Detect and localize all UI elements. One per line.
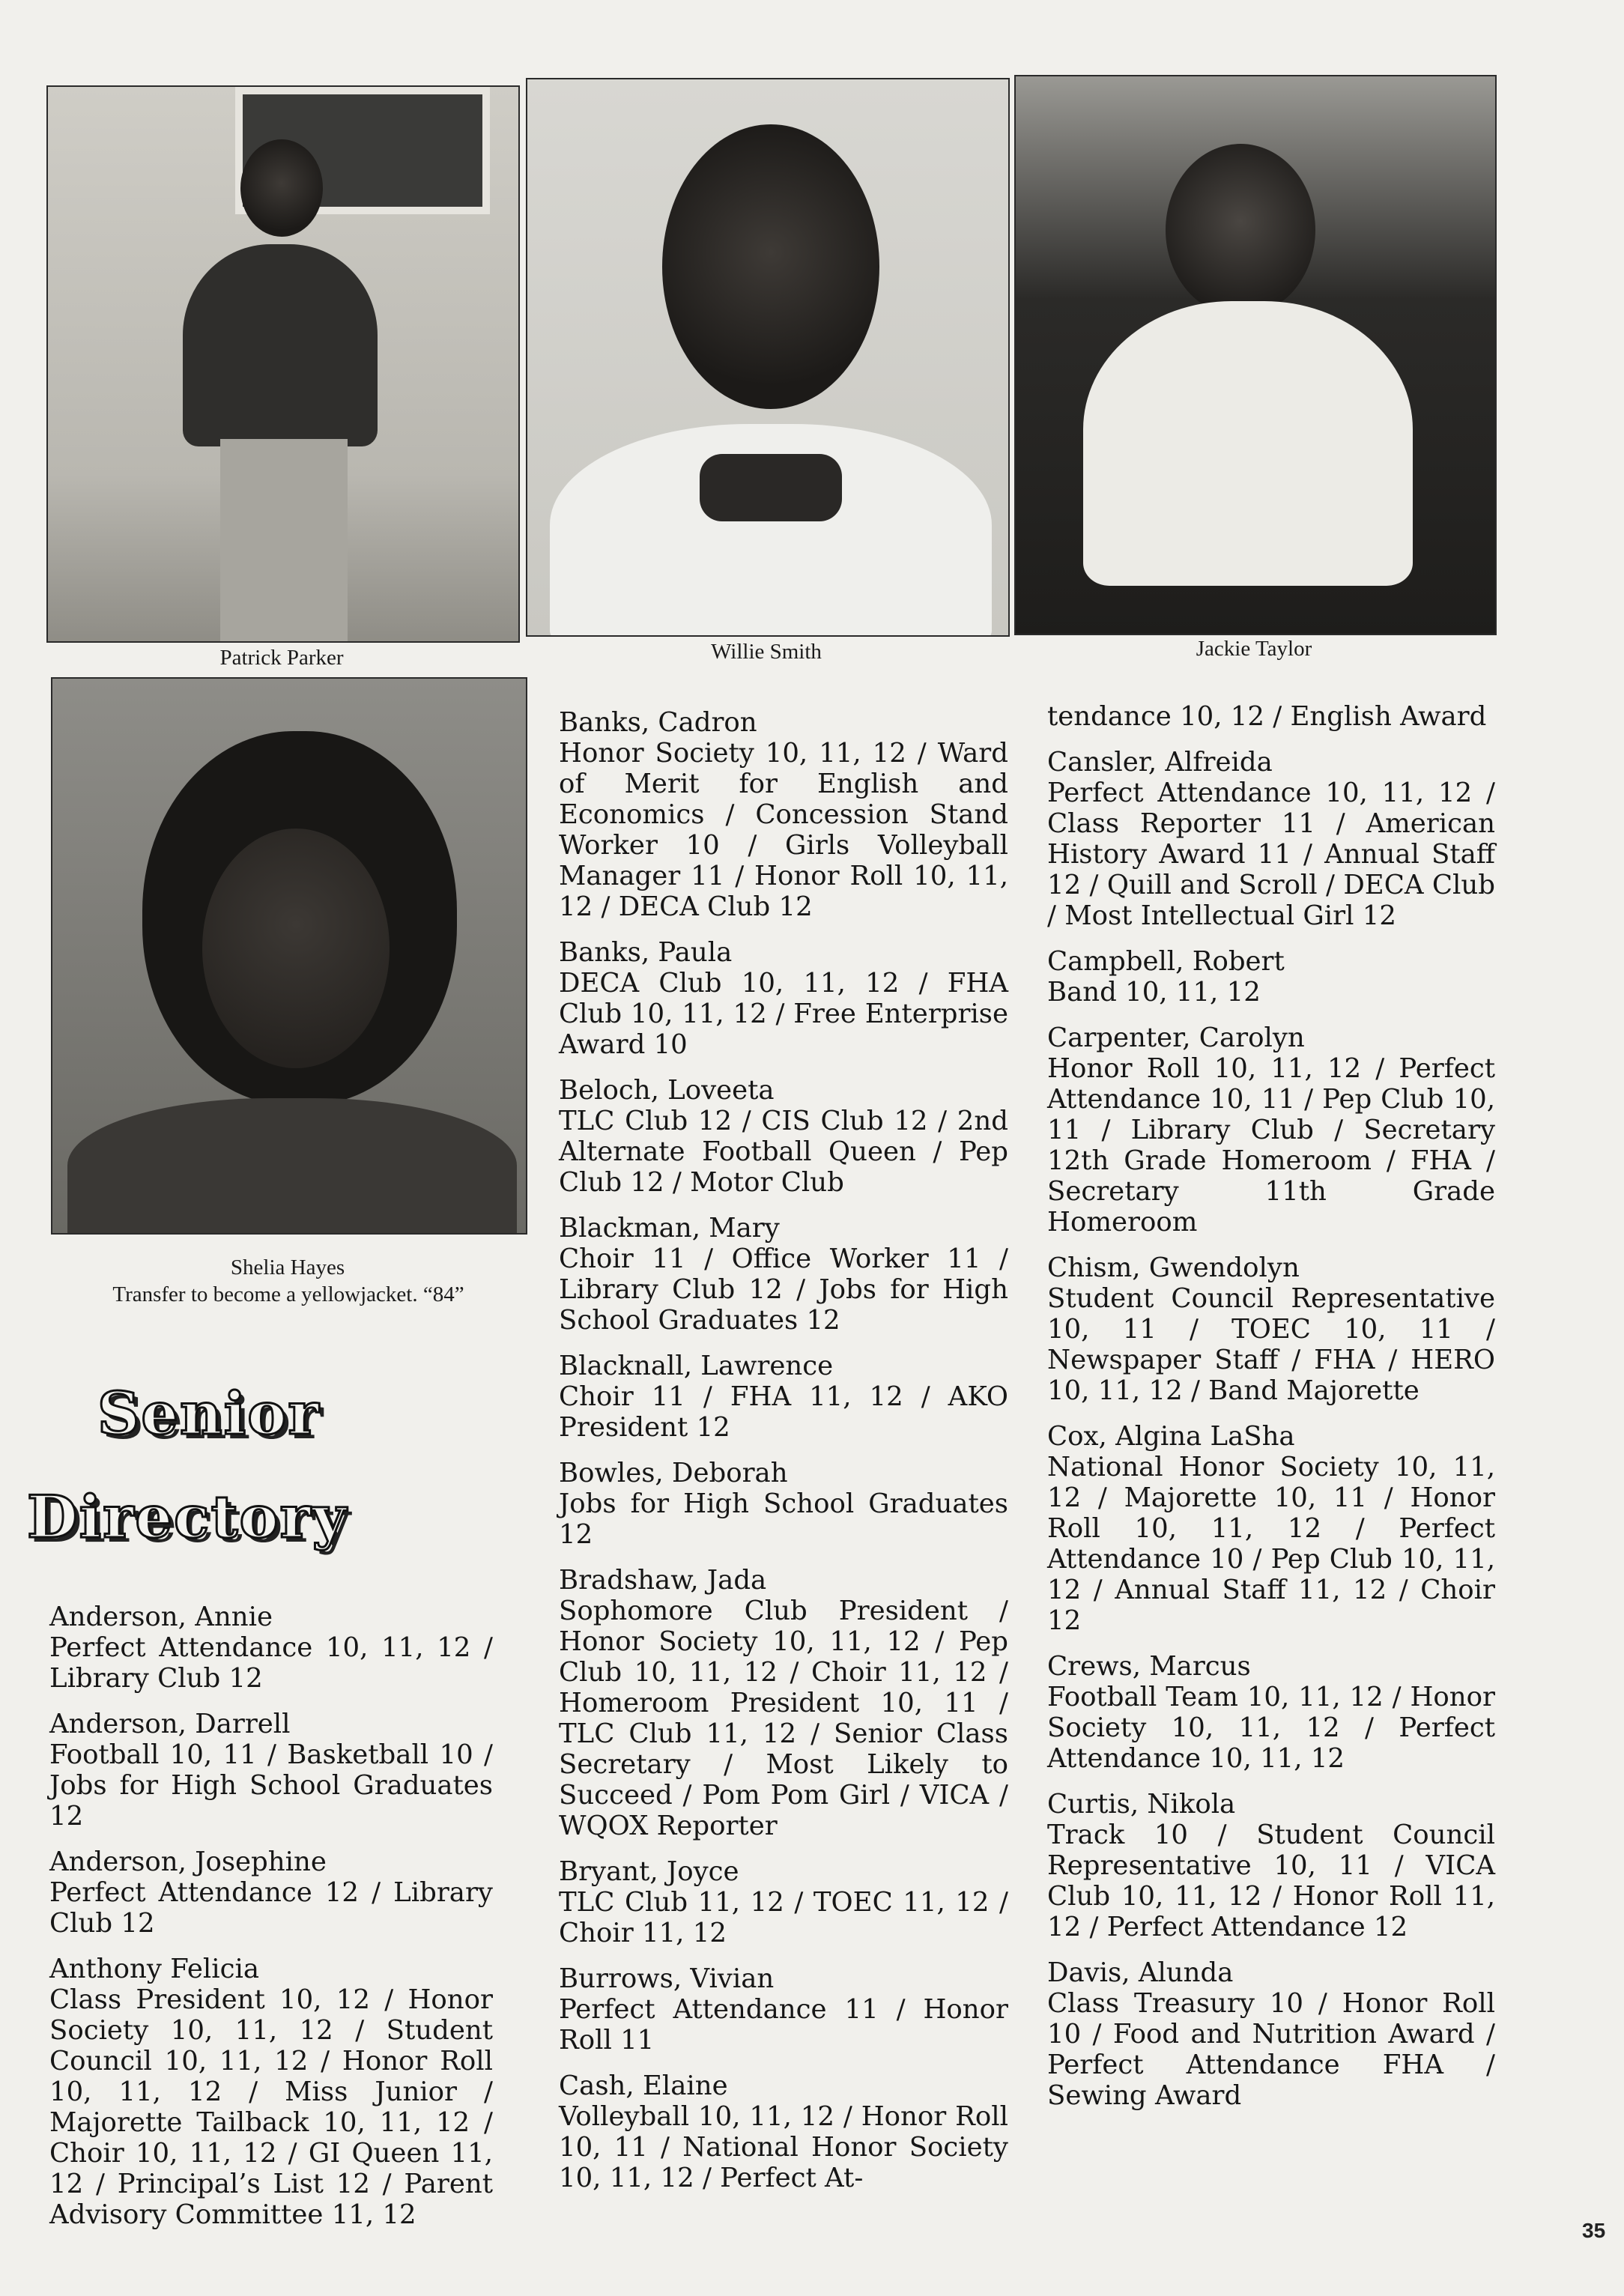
directory-entry (49, 1709, 493, 1832)
page-number: 35 (1582, 2219, 1606, 2242)
photo-willie-smith (526, 78, 1010, 637)
student-activities: Student Council Representative 10, 11 / TOEC 10, 11 / Newspaper Staff / FHA / HERO 10, 11, 12 / Band Majorette (1047, 1283, 1495, 1406)
student-name: Cansler, Alfreida (1047, 747, 1273, 778)
student-activities: Perfect Attendance 10, 11, 12 / Library Club 12 (49, 1632, 493, 1694)
photo-caption: Patrick Parker (219, 646, 344, 670)
student-name: Banks, Paula (559, 937, 733, 968)
student-activities: Perfect Attendance 10, 11, 12 / Class Reporter 11 / American History Award 11 / Annual Staff 12 / Quill and Scroll / DECA Club / Most Intellectual Girl 12 (1047, 778, 1495, 931)
directory-entry (1047, 1421, 1495, 1636)
directory-entry (559, 1075, 1008, 1198)
directory-entry (559, 1458, 1008, 1550)
student-name: Burrows, Vivian (559, 1963, 775, 1994)
directory-entry (1047, 747, 1495, 931)
directory-entry (49, 1847, 493, 1939)
student-activities: Perfect Attendance 11 / Honor Roll 11 (559, 1994, 1008, 2056)
student-activities: DECA Club 10, 11, 12 / FHA Club 10, 11, 12 / Free Enterprise Award 10 (559, 968, 1008, 1060)
page-heading-line1: Senior (97, 1380, 321, 1448)
student-name: Curtis, Nikola (1047, 1789, 1236, 1820)
directory-entry (49, 1602, 493, 1694)
student-activities: Choir 11 / FHA 11, 12 / AKO President 12 (559, 1381, 1008, 1443)
photo-caption: Shelia Hayes (230, 1255, 345, 1279)
directory-entry (559, 1213, 1008, 1336)
student-activities: tendance 10, 12 / English Award (1047, 701, 1487, 732)
photo-note: Transfer to become a yellowjacket. “84” (112, 1282, 464, 1306)
student-name: Blacknall, Lawrence (559, 1351, 834, 1381)
student-activities: Track 10 / Student Council Representative 10, 11 / VICA Club 10, 11, 12 / Honor Roll 11, 12 / Perfect Attendance 12 (1047, 1820, 1495, 1942)
student-activities: Football 10, 11 / Basketball 10 / Jobs for High School Graduates 12 (49, 1739, 493, 1832)
directory-column-1 (49, 1602, 493, 2245)
student-name: Chism, Gwendolyn (1047, 1252, 1300, 1283)
student-name: Anderson, Josephine (49, 1847, 327, 1877)
student-activities: Sophomore Club President / Honor Society 10, 11, 12 / Pep Club 10, 11, 12 / Choir 11, 12 / Homeroom President 10, 11 / TLC Club 11, 12 / Senior Class Secretary / Most Likely to Succeed / Pom Pom Girl / VICA / WQOX Reporter (559, 1596, 1008, 1841)
student-activities: TLC Club 11, 12 / TOEC 11, 12 / Choir 11, 12 (559, 1887, 1008, 1948)
photo-patrick-parker (46, 85, 520, 643)
directory-entry (559, 1963, 1008, 2056)
student-name: Cox, Algina LaSha (1047, 1421, 1295, 1452)
student-name: Crews, Marcus (1047, 1651, 1251, 1682)
student-name: Carpenter, Carolyn (1047, 1023, 1305, 1053)
student-activities: Band 10, 11, 12 (1047, 977, 1261, 1008)
directory-entry (559, 1565, 1008, 1841)
student-activities: Honor Society 10, 11, 12 / Ward of Merit for English and Economics / Concession Stand Worker 10 / Girls Volleyball Manager 11 / Honor Roll 10, 11, 12 / DECA Club 12 (559, 738, 1008, 922)
student-name: Beloch, Loveeta (559, 1075, 775, 1106)
directory-entry (1047, 1651, 1495, 1774)
directory-entry (1047, 1252, 1495, 1406)
student-activities: Class Treasury 10 / Honor Roll 10 / Food and Nutrition Award / Perfect Attendance FHA / Sewing Award (1047, 1988, 1495, 2111)
student-activities: Honor Roll 10, 11, 12 / Perfect Attendance 10, 11 / Pep Club 10, 11 / Library Club / Secretary 12th Grade Homeroom / FHA / Secretary 11th Grade Homeroom (1047, 1053, 1495, 1238)
student-name: Davis, Alunda (1047, 1957, 1234, 1988)
directory-column-3 (1047, 701, 1495, 2126)
student-activities: Class President 10, 12 / Honor Society 10, 11, 12 / Student Council 10, 11, 12 / Honor Roll 10, 11, 12 / Miss Junior / Majorette Tailback 10, 11, 12 / Choir 10, 11, 12 / GI Queen 11, 12 / Principal’s List 12 / Parent Advisory Committee 11, 12 (49, 1984, 493, 2230)
student-name: Anderson, Darrell (49, 1709, 291, 1739)
directory-entry (1047, 701, 1495, 732)
directory-entry (559, 937, 1008, 1060)
directory-column-2 (559, 707, 1008, 2208)
student-name: Bowles, Deborah (559, 1458, 788, 1488)
photo-caption: Jackie Taylor (1196, 637, 1312, 661)
directory-entry (559, 2071, 1008, 2193)
student-name: Bradshaw, Jada (559, 1565, 767, 1596)
student-activities: Volleyball 10, 11, 12 / Honor Roll 10, 11 / National Honor Society 10, 11, 12 / Perfect At- (559, 2101, 1008, 2193)
directory-entry (559, 1856, 1008, 1948)
student-activities: Football Team 10, 11, 12 / Honor Society 10, 11, 12 / Perfect Attendance 10, 11, 12 (1047, 1682, 1495, 1774)
student-activities: Choir 11 / Office Worker 11 / Library Club 12 / Jobs for High School Graduates 12 (559, 1244, 1008, 1336)
student-name: Campbell, Robert (1047, 946, 1285, 977)
directory-entry (49, 1954, 493, 2230)
photo-caption: Willie Smith (711, 640, 822, 664)
directory-entry (1047, 1957, 1495, 2111)
student-name: Cash, Elaine (559, 2071, 728, 2101)
directory-entry (1047, 1023, 1495, 1238)
photo-jackie-taylor (1014, 75, 1497, 635)
photo-shelia-hayes (51, 677, 527, 1235)
directory-entry (559, 707, 1008, 922)
student-name: Bryant, Joyce (559, 1856, 739, 1887)
student-activities: Perfect Attendance 12 / Library Club 12 (49, 1877, 493, 1939)
student-activities: National Honor Society 10, 11, 12 / Majorette 10, 11 / Honor Roll 10, 11, 12 / Perfect Attendance 10 / Pep Club 10, 11, 12 / Annual Staff 11, 12 / Choir 12 (1047, 1452, 1495, 1636)
student-name: Anderson, Annie (49, 1602, 273, 1632)
directory-entry (559, 1351, 1008, 1443)
directory-entry (1047, 1789, 1495, 1942)
student-activities: TLC Club 12 / CIS Club 12 / 2nd Alternate Football Queen / Pep Club 12 / Motor Club (559, 1106, 1008, 1198)
student-activities: Jobs for High School Graduates 12 (559, 1488, 1008, 1550)
student-name: Anthony Felicia (49, 1954, 260, 1984)
page-heading-line2: Directory (27, 1483, 348, 1551)
student-name: Blackman, Mary (559, 1213, 780, 1244)
student-name: Banks, Cadron (559, 707, 757, 738)
directory-entry (1047, 946, 1495, 1008)
